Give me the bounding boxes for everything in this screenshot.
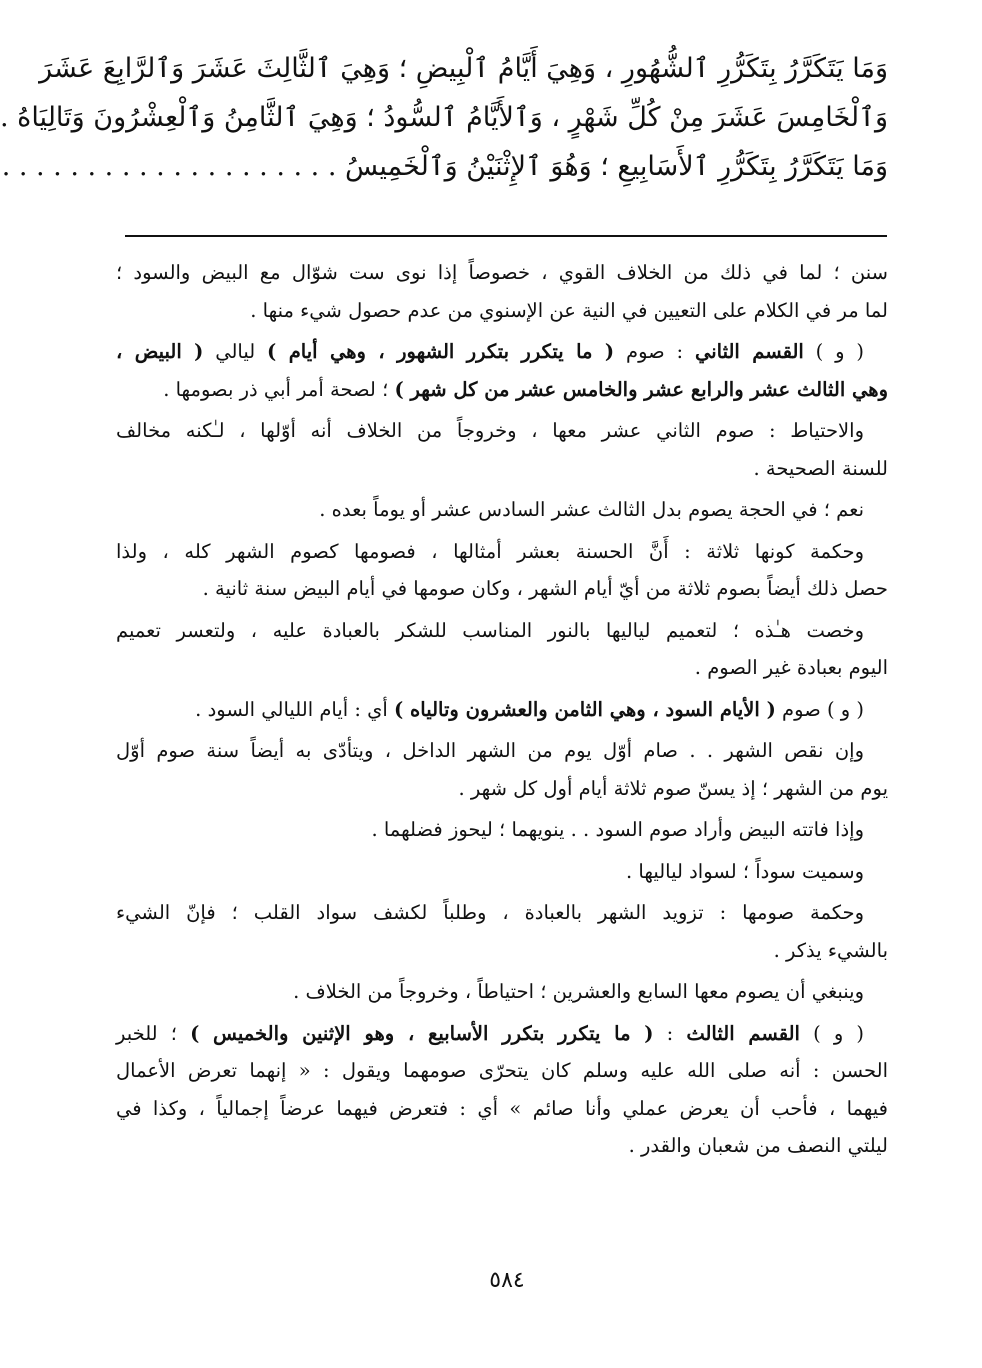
commentary-line <box>116 371 888 409</box>
commentary-paragraph <box>116 333 888 408</box>
commentary-text: ؛ للخبر <box>116 1021 191 1045</box>
bold-matn-quote: القسم الثالث <box>686 1021 800 1045</box>
commentary-text: حصل ذلك أيضاً بصوم ثلاثة من أيّ أيام الشهر ، وكان صومها في أيام البيض سنة ثانية . <box>202 577 888 600</box>
commentary-paragraph <box>116 1015 888 1165</box>
commentary-text: اليوم بعبادة غير الصوم . <box>694 656 888 679</box>
commentary-text: نعم ؛ في الحجة يصوم بدل الثالث عشر السادس عشر أو يوماً بعده . <box>319 498 864 521</box>
matn-line: وَمَا يَتَكَرَّرُ بِتَكَرُّرِ ٱلشُّهُورِ ، وَهِيَ أَيَّامُ ٱلْبِيضِ ؛ وَهِيَ ٱلثَّالِثَ عَشَرَ وَٱلرَّابِعَ عَشَرَ <box>39 53 888 84</box>
commentary-line <box>116 732 888 770</box>
commentary-line <box>116 1015 888 1053</box>
commentary-line <box>116 450 888 488</box>
commentary-paragraph <box>116 533 888 608</box>
commentary-paragraph <box>116 811 888 849</box>
commentary-text: ( و ) <box>803 340 864 363</box>
page-number: ٥٨٤ <box>489 1268 525 1293</box>
commentary-line <box>116 612 888 650</box>
commentary-text-block <box>116 254 888 1165</box>
commentary-text: : صوم <box>614 340 695 363</box>
commentary-line <box>116 691 888 729</box>
commentary-text: يوم من الشهر ؛ إذ يسنّ صوم ثلاثة أيام أول كل شهر . <box>458 776 888 800</box>
commentary-line <box>116 932 888 970</box>
commentary-text: ليلتي النصف من شعبان والقدر . <box>628 1134 888 1157</box>
commentary-text: وينبغي أن يصوم معها السابع والعشرين ؛ احتياطاً ، وخروجاً من الخلاف . <box>293 980 864 1003</box>
commentary-paragraph <box>116 973 888 1011</box>
bold-matn-quote: ( البيض ، <box>116 340 204 363</box>
commentary-line <box>116 1052 888 1090</box>
commentary-text: وحكمة صومها : تزويد الشهر بالعبادة ، وطلباً لكشف سواد القلب ؛ فإنّ الشيء <box>116 901 864 924</box>
commentary-line <box>116 570 888 608</box>
bold-matn-quote: القسم الثاني <box>694 340 804 363</box>
commentary-line <box>116 1127 888 1165</box>
commentary-line <box>116 491 888 529</box>
commentary-text: للسنة الصحيحة . <box>753 456 888 480</box>
commentary-text: بالشيء يذكر . <box>773 938 888 962</box>
commentary-text: أي : أيام الليالي السود . <box>195 697 395 721</box>
commentary-paragraph <box>116 853 888 891</box>
matn-line: وَٱلْخَامِسَ عَشَرَ مِنْ كُلِّ شَهْرٍ ، وَٱلأَيَّامُ ٱلسُّودُ ؛ وَهِيَ ٱلثَّامِنُ وَٱلْعِشْرُونَ وَتَالِيَاهُ . <box>0 102 888 133</box>
commentary-paragraph <box>116 491 888 529</box>
commentary-text: ( و ) <box>799 1021 864 1045</box>
bold-matn-quote: ( ما يتكرر بتكرر الشهور ، وهي أيام ) <box>267 340 615 363</box>
commentary-line <box>116 333 888 371</box>
commentary-text: الحسن : أنه صلى الله عليه وسلم كان يتحرّى صومهما ويقول : « إنهما تعرض الأعمال <box>116 1059 888 1082</box>
commentary-paragraph <box>116 412 888 487</box>
commentary-text: وسميت سوداً ؛ لسواد لياليها . <box>626 859 864 883</box>
commentary-text: وإن نقص الشهر . . صام أوّل يوم من الشهر الداخل ، ويتأدّى به أيضاً سنة صوم أوّل <box>116 739 864 762</box>
commentary-text: ليالي <box>203 340 268 363</box>
commentary-paragraph <box>116 894 888 969</box>
commentary-text: وخصت هـٰذه ؛ لتعميم لياليها بالنور المناسب للشكر بالعبادة عليه ، ولتعسر تعميم <box>116 618 864 642</box>
bold-matn-quote: ( ما يتكرر بتكرر الأسابيع ، وهو الإثنين والخميس ) <box>190 1021 654 1045</box>
matn-text-block <box>0 44 888 191</box>
commentary-line <box>116 811 888 849</box>
commentary-text: لما مر في الكلام على التعيين في النية عن الإسنوي من عدم حصول شيء منها . <box>250 298 888 322</box>
bold-matn-quote: وهي الثالث عشر والرابع عشر والخامس عشر من كل شهر ) <box>394 377 888 401</box>
commentary-line <box>116 533 888 571</box>
commentary-line <box>116 292 888 330</box>
commentary-text: : <box>653 1021 687 1045</box>
commentary-line <box>116 254 888 292</box>
commentary-paragraph <box>116 732 888 807</box>
commentary-line <box>116 770 888 808</box>
commentary-text: ( و ) صوم <box>775 697 864 721</box>
matn-line: وَمَا يَتَكَرَّرُ بِتَكَرُّرِ ٱلأَسَابِيعِ ؛ وَهُوَ ٱلإِثْنَيْنُ وَٱلْخَمِيسُ . . . . . . . . . . . . . . . . . . . . <box>1 151 888 182</box>
commentary-line <box>116 412 888 450</box>
commentary-text: فيهما ، فأحب أن يعرض عملي وأنا صائم » أي : فتعرض فيهما عرضاً إجمالياً ، وكذا في <box>116 1096 888 1120</box>
commentary-text: ؛ لصحة أمر أبي ذر بصومها . <box>163 377 395 401</box>
commentary-line <box>116 973 888 1011</box>
commentary-paragraph <box>116 691 888 729</box>
commentary-text: سنن ؛ لما في ذلك من الخلاف القوي ، خصوصاً إذا نوى ست شوّال مع البيض والسود ؛ <box>116 261 888 284</box>
commentary-line <box>116 649 888 687</box>
commentary-paragraph <box>116 254 888 329</box>
commentary-text: وإذا فاتته البيض وأراد صوم السود . . ينويهما ؛ ليحوز فضلهما . <box>371 818 864 841</box>
commentary-paragraph <box>116 612 888 687</box>
commentary-text: والاحتياط : صوم الثاني عشر معها ، وخروجاً من الخلاف أنه أوّلها ، لـٰكنه مخالف <box>116 419 864 442</box>
bold-matn-quote: ( الأيام السود ، وهي الثامن والعشرون وتالياه ) <box>394 697 776 721</box>
commentary-line <box>116 1090 888 1128</box>
separator-rule <box>125 235 887 237</box>
commentary-line <box>116 853 888 891</box>
commentary-line <box>116 894 888 932</box>
commentary-text: وحكمة كونها ثلاثة : أَنَّ الحسنة بعشر أمثالها ، فصومها كصوم الشهر كله ، ولذا <box>116 539 864 563</box>
